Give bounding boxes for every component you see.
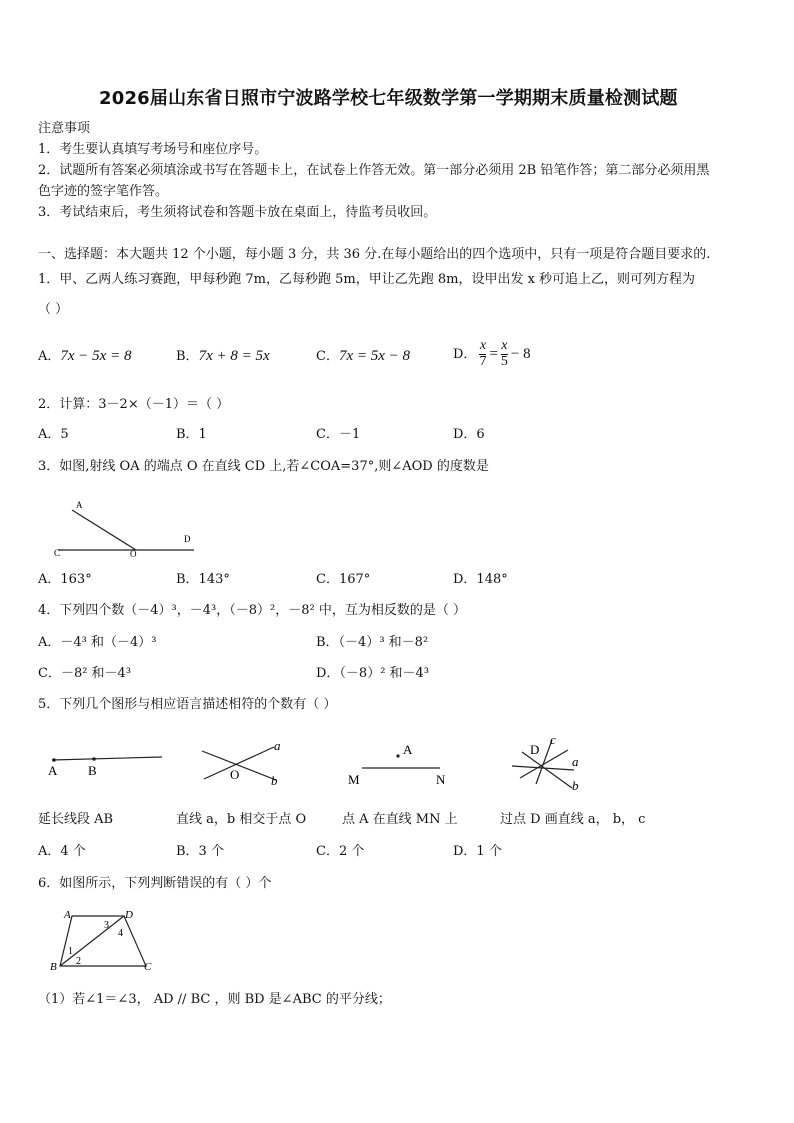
notice-item-3: 3．考试结束后，考生须将试卷和答题卡放在桌面上，待监考员收回。: [38, 205, 437, 220]
q1-option-a[interactable]: [38, 349, 131, 364]
q6-figure: [46, 906, 166, 978]
q2-option-b[interactable]: B．1: [176, 427, 207, 442]
q3-figure: [50, 494, 210, 558]
q6-label-b: B: [50, 961, 57, 973]
q5-fig2-caption: 直线 a，b 相交于点 O: [176, 812, 307, 827]
q2-option-d[interactable]: D．6: [453, 427, 485, 442]
q5-fig2-label-o: O: [230, 767, 240, 782]
q5-fig3-caption: 点 A 在直线 MN 上: [342, 812, 458, 827]
q1-option-b[interactable]: [176, 349, 270, 364]
q1-option-d-label: D．: [453, 346, 477, 362]
q3-option-c[interactable]: C．167°: [316, 572, 371, 587]
q5-fig1-label-b: B: [88, 763, 97, 778]
q1-option-c[interactable]: [316, 349, 410, 364]
notice-item-1: 1．考生要认真填写考场号和座位序号。: [38, 142, 268, 157]
q3-option-a[interactable]: A．163°: [38, 572, 92, 587]
q5-fig4-label-a: a: [572, 754, 579, 769]
q5-fig4-label-d: D: [530, 742, 540, 757]
q5-fig3-label-a: A: [403, 742, 413, 757]
q4-option-b[interactable]: B．（－4）³ 和－8²: [316, 635, 429, 650]
q5-figure-3: [344, 738, 454, 788]
q3-label-a: A: [76, 500, 83, 510]
q6-angle-1: 1: [68, 946, 73, 957]
q1-option-d[interactable]: [453, 339, 531, 369]
q4-option-d[interactable]: D．（－8）² 和－4³: [316, 666, 430, 681]
q5-option-b[interactable]: B．3 个: [176, 844, 224, 859]
q5-fig1-label-a: A: [48, 763, 58, 778]
q6-label-a: A: [64, 909, 71, 921]
q6-angle-2: 2: [76, 956, 81, 967]
q4-option-a[interactable]: A．－4³ 和（－4）³: [38, 635, 157, 650]
q5-option-c[interactable]: C．2 个: [316, 844, 365, 859]
q3-label-d: D: [184, 534, 191, 544]
q5-figure-2: [196, 735, 296, 790]
q5-fig2-label-a: a: [274, 738, 281, 753]
q6-label-d: D: [125, 909, 133, 921]
q5-fig4-label-c: c: [550, 732, 556, 747]
q3-label-c: C: [54, 548, 61, 558]
q1-option-b-expr: 7x + 8 = 5x: [198, 348, 270, 364]
q5-option-a[interactable]: A．4 个: [38, 844, 86, 859]
q5-stem: 5．下列几个图形与相应语言描述相符的个数有（ ）: [38, 697, 337, 712]
q5-fig3-label-n: N: [436, 772, 446, 787]
q1-stem: 1．甲、乙两人练习赛跑，甲每秒跑 7m，乙每秒跑 5m，甲让乙先跑 8m，设甲出发 x 秒可追上乙，则可列方程为: [38, 272, 696, 287]
q5-fig3-label-m: M: [348, 772, 360, 787]
notice-item-2b: 色字迹的签字笔作答。: [38, 184, 169, 199]
q2-option-a[interactable]: A．5: [38, 427, 69, 442]
page-title: 2026届山东省日照市宁波路学校七年级数学第一学期期末质量检测试题: [99, 88, 678, 109]
q1-option-c-label: C．: [316, 349, 339, 364]
q5-figure-4: [508, 732, 598, 797]
q6-angle-4: 4: [118, 928, 123, 939]
notice-item-2a: 2．试题所有答案必须填涂或书写在答题卡上，在试卷上作答无效。第一部分必须用 2B 铅笔作答；第二部分必须用黑: [38, 163, 710, 178]
q5-figure-1: [40, 740, 170, 780]
q6-item-1: （1）若∠1＝∠3， AD // BC ，则 BD 是∠ABC 的平分线；: [38, 992, 391, 1007]
q1-option-d-frac2: $\frac{x}{5}$: [500, 338, 508, 369]
q4-option-c[interactable]: C．－8² 和－4³: [38, 666, 132, 681]
q1-option-d-eq: =: [489, 345, 498, 362]
q6-stem: 6．如图所示，下列判断错误的有（ ）个: [38, 876, 272, 891]
q5-fig4-label-b: b: [572, 778, 579, 793]
q3-option-b[interactable]: B．143°: [176, 572, 230, 587]
q5-option-d[interactable]: D．1 个: [453, 844, 502, 859]
q1-paren: （ ）: [38, 302, 69, 317]
q5-fig1-caption: 延长线段 AB: [38, 812, 114, 827]
q2-stem: 2．计算：3－2×（－1）＝（ ）: [38, 397, 230, 412]
q1-option-d-frac1: $\frac{x}{7}$: [479, 338, 487, 369]
q1-option-c-expr: 7x = 5x − 8: [338, 348, 411, 364]
q5-fig2-label-b: b: [271, 773, 278, 788]
q1-option-d-tail: − 8: [510, 345, 531, 362]
q4-stem: 4．下列四个数（－4）³，－4³，（－8）²，－8² 中，互为相反数的是（ ）: [38, 603, 466, 618]
q1-option-a-expr: 7x − 5x = 8: [60, 348, 132, 364]
q1-option-a-label: A．: [38, 349, 61, 364]
q6-angle-3: 3: [104, 920, 109, 931]
q3-stem: 3．如图,射线 OA 的端点 O 在直线 CD 上,若∠COA=37°,则∠AOD 的度数是: [38, 459, 489, 474]
q2-option-c[interactable]: C．－1: [316, 427, 361, 442]
q5-fig4-caption: 过点 D 画直线 a， b， c: [500, 812, 646, 827]
q3-option-d[interactable]: D．148°: [453, 572, 508, 587]
section-header: 一、选择题：本大题共 12 个小题，每小题 3 分，共 36 分.在每小题给出的四个选项中，只有一项是符合题目要求的.: [38, 247, 711, 262]
q6-label-c: C: [144, 961, 152, 973]
notice-heading: 注意事项: [38, 121, 91, 136]
q1-option-b-label: B．: [176, 349, 199, 364]
q3-label-o: O: [130, 549, 137, 559]
